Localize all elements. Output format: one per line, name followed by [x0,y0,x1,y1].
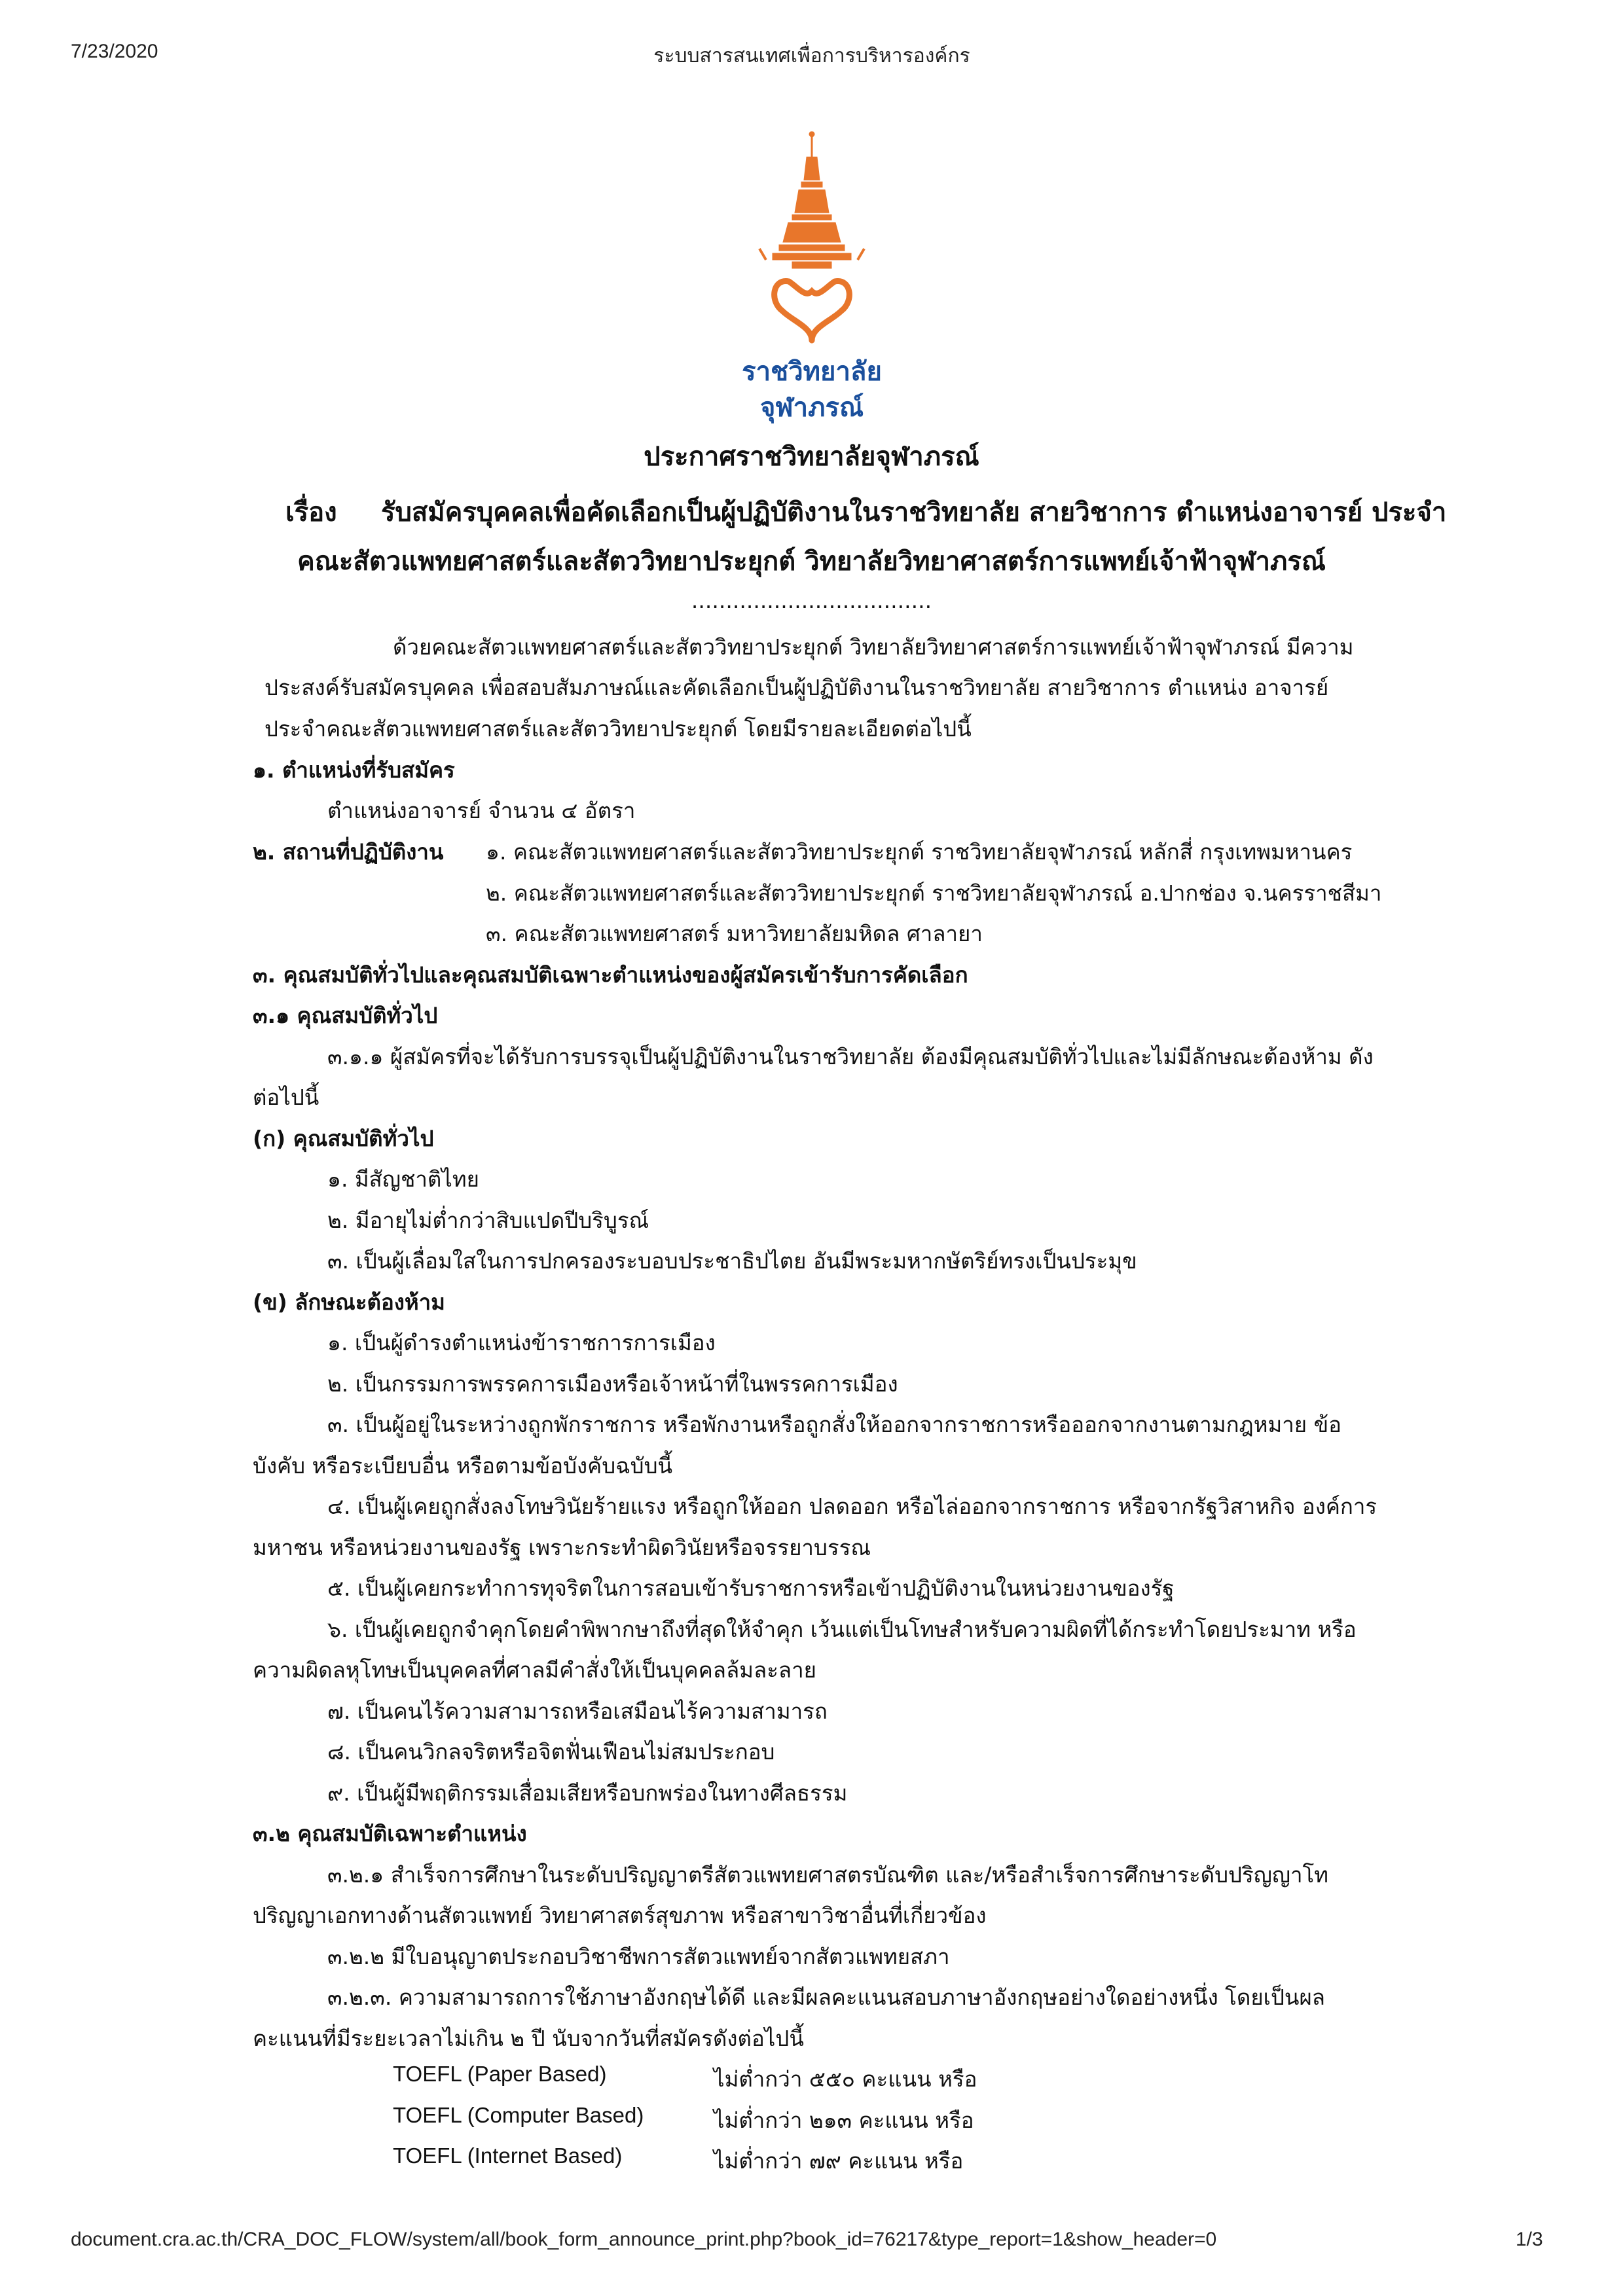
logo-text-line1: ราชวิทยาลัย [742,357,882,387]
prohibited-item-3-line2: บังคับ หรือระเบียบอื่น หรือตามข้อบังคับฉบับนี้ [253,1453,673,1479]
qualification-1-line2: ปริญญาเอกทางด้านสัตวแพทย์ วิทยาศาสตร์สุขภาพ หรือสาขาวิชาอื่นที่เกี่ยวข้อง [253,1903,987,1928]
workplace-item-2: ๒. คณะสัตวแพทยศาสตร์และสัตววิทยาประยุกต์ ราชวิทยาลัยจุฬาภรณ์ อ.ปากช่อง จ.นครราชสีมา [486,880,1382,906]
section1-text: ตำแหน่งอาจารย์ จำนวน ๔ อัตรา [327,798,636,823]
prohibited-item-9: ๙. เป็นผู้มีพฤติกรรมเสื่อมเสียหรือบกพร่องในทางศีลธรรม [327,1780,848,1806]
workplace-item-1: ๑. คณะสัตวแพทยศาสตร์และสัตววิทยาประยุกต์ ราชวิทยาลัยจุฬาภรณ์ หลักสี่ กรุงเทพมหานคร [486,839,1353,865]
score-requirement-3: ไม่ต่ำกว่า ๗๙ คะแนน หรือ [714,2148,964,2174]
qualification-2: ๓.๒.๒ มีใบอนุญาตประกอบวิชาชีพการสัตวแพทย์จากสัตวแพทยสภา [327,1944,950,1969]
college-logo [746,131,877,347]
prohibited-item-6-line1: ๖. เป็นผู้เคยถูกจำคุกโดยคำพิพากษาถึงที่สุดให้จำคุก เว้นแต่เป็นโทษสำหรับความผิดที่ได้กระทำโดยประมาท หรือ [327,1617,1357,1642]
qualification-3-line1: ๓.๒.๓. ความสามารถการใช้ภาษาอังกฤษได้ดี และมีผลคะแนนสอบภาษาอังกฤษอย่างใดอย่างหนึ่ง โดยเป็นผล [327,1984,1326,2010]
intro-line1: ด้วยคณะสัตวแพทยศาสตร์และสัตววิทยาประยุกต์ วิทยาลัยวิทยาศาสตร์การแพทย์เจ้าฟ้าจุฬาภรณ์ มีความ [393,634,1354,660]
section3-1-1-line2: ต่อไปนี้ [253,1085,319,1110]
section3-1-1-line1: ๓.๑.๑ ผู้สมัครที่จะได้รับการบรรจุเป็นผู้ปฏิบัติงานในราชวิทยาลัย ต้องมีคุณสมบัติทั่วไปและไม่มีลักษณะต้องห้าม ดัง [327,1044,1374,1069]
prohibited-heading: (ข) ลักษณะต้องห้าม [253,1289,445,1315]
print-system-title: ระบบสารสนเทศเพื่อการบริหารองค์กร [653,45,970,67]
crown-emblem-icon [746,131,877,347]
intro-line2: ประสงค์รับสมัครบุคคล เพื่อสอบสัมภาษณ์และคัดเลือกเป็นผู้ปฏิบัติงานในราชวิทยาลัย สายวิชาการ ตำแหน่ง อาจารย์ [264,675,1329,700]
print-url: document.cra.ac.th/CRA_DOC_FLOW/system/all/book_form_announce_print.php?book_id=76217&type_report=1&show_header=0 [71,2229,1217,2250]
qualification-1-line1: ๓.๒.๑ สำเร็จการศึกษาในระดับปริญญาตรีสัตวแพทยศาสตรบัณฑิต และ/หรือสำเร็จการศึกษาระดับปริญญาโท [327,1862,1328,1888]
logo-text-line2: จุฬาภรณ์ [759,393,864,423]
section2-heading: ๒. สถานที่ปฏิบัติงาน [253,839,444,865]
general-item-1: ๑. มีสัญชาติไทย [327,1166,479,1192]
prohibited-item-4-line2: มหาชน หรือหน่วยงานของรัฐ เพราะกระทำผิดวินัยหรือจรรยาบรรณ [253,1535,871,1560]
section3-1-heading: ๓.๑ คุณสมบัติทั่วไป [253,1003,438,1028]
score-test-1: TOEFL (Paper Based) [393,2062,607,2086]
score-requirement-1: ไม่ต่ำกว่า ๕๕๐ คะแนน หรือ [714,2066,977,2092]
intro-line3: ประจำคณะสัตวแพทยศาสตร์และสัตววิทยาประยุกต์ โดยมีรายละเอียดต่อไปนี้ [264,716,972,742]
general-qualifications-heading: (ก) คุณสมบัติทั่วไป [253,1126,434,1151]
title-divider-dots: ................................... [691,588,932,613]
prohibited-item-1: ๑. เป็นผู้ดำรงตำแหน่งข้าราชการการเมือง [327,1330,716,1355]
workplace-item-3: ๓. คณะสัตวแพทยศาสตร์ มหาวิทยาลัยมหิดล ศาลายา [486,921,983,946]
score-test-3: TOEFL (Internet Based) [393,2144,623,2168]
prohibited-item-2: ๒. เป็นกรรมการพรรคการเมืองหรือเจ้าหน้าที่ในพรรคการเมือง [327,1371,898,1397]
print-date: 7/23/2020 [71,41,158,62]
prohibited-item-8: ๘. เป็นคนวิกลจริตหรือจิตฟั่นเฟือนไม่สมประกอบ [327,1739,775,1765]
subject-line1: รับสมัครบุคคลเพื่อคัดเลือกเป็นผู้ปฏิบัติงานในราชวิทยาลัย สายวิชาการ ตำแหน่งอาจารย์ ประจำ [381,497,1447,528]
prohibited-item-4-line1: ๔. เป็นผู้เคยถูกสั่งลงโทษวินัยร้ายแรง หรือถูกให้ออก ปลดออก หรือไล่ออกจากราชการ หรือจากรัฐวิสาหกิจ องค์การ [327,1494,1377,1519]
subject-label: เรื่อง [285,497,337,528]
general-item-2: ๒. มีอายุไม่ต่ำกว่าสิบแปดปีบริบูรณ์ [327,1208,649,1233]
prohibited-item-5: ๕. เป็นผู้เคยกระทำการทุจริตในการสอบเข้ารับราชการหรือเข้าปฏิบัติงานในหน่วยงานของรัฐ [327,1575,1175,1601]
general-item-3: ๓. เป็นผู้เลื่อมใสในการปกครองระบอบประชาธิปไตย อันมีพระมหากษัตริย์ทรงเป็นประมุข [327,1248,1137,1274]
section1-heading: ๑. ตำแหน่งที่รับสมัคร [253,757,455,783]
announcement-title: ประกาศราชวิทยาลัยจุฬาภรณ์ [644,442,979,472]
score-test-2: TOEFL (Computer Based) [393,2103,644,2127]
prohibited-item-7: ๗. เป็นคนไร้ความสามารถหรือเสมือนไร้ความสามารถ [327,1698,828,1724]
prohibited-item-6-line2: ความผิดลหุโทษเป็นบุคคลที่ศาลมีคำสั่งให้เป็นบุคคลล้มละลาย [253,1657,817,1683]
section3-heading: ๓. คุณสมบัติทั่วไปและคุณสมบัติเฉพาะตำแหน่งของผู้สมัครเข้ารับการคัดเลือก [253,962,968,988]
subject-line2: คณะสัตวแพทยศาสตร์และสัตววิทยาประยุกต์ วิทยาลัยวิทยาศาสตร์การแพทย์เจ้าฟ้าจุฬาภรณ์ [297,547,1326,577]
qualification-3-line2: คะแนนที่มีระยะเวลาไม่เกิน ๒ ปี นับจากวันที่สมัครดังต่อไปนี้ [253,2026,804,2051]
score-requirement-2: ไม่ต่ำกว่า ๒๑๓ คะแนน หรือ [714,2108,974,2133]
print-page-number: 1/3 [1516,2229,1543,2250]
prohibited-item-3-line1: ๓. เป็นผู้อยู่ในระหว่างถูกพักราชการ หรือพักงานหรือถูกสั่งให้ออกจากราชการหรือออกจากงานตามกฎหมาย ข้อ [327,1412,1341,1437]
section3-2-heading: ๓.๒ คุณสมบัติเฉพาะตำแหน่ง [253,1821,527,1846]
